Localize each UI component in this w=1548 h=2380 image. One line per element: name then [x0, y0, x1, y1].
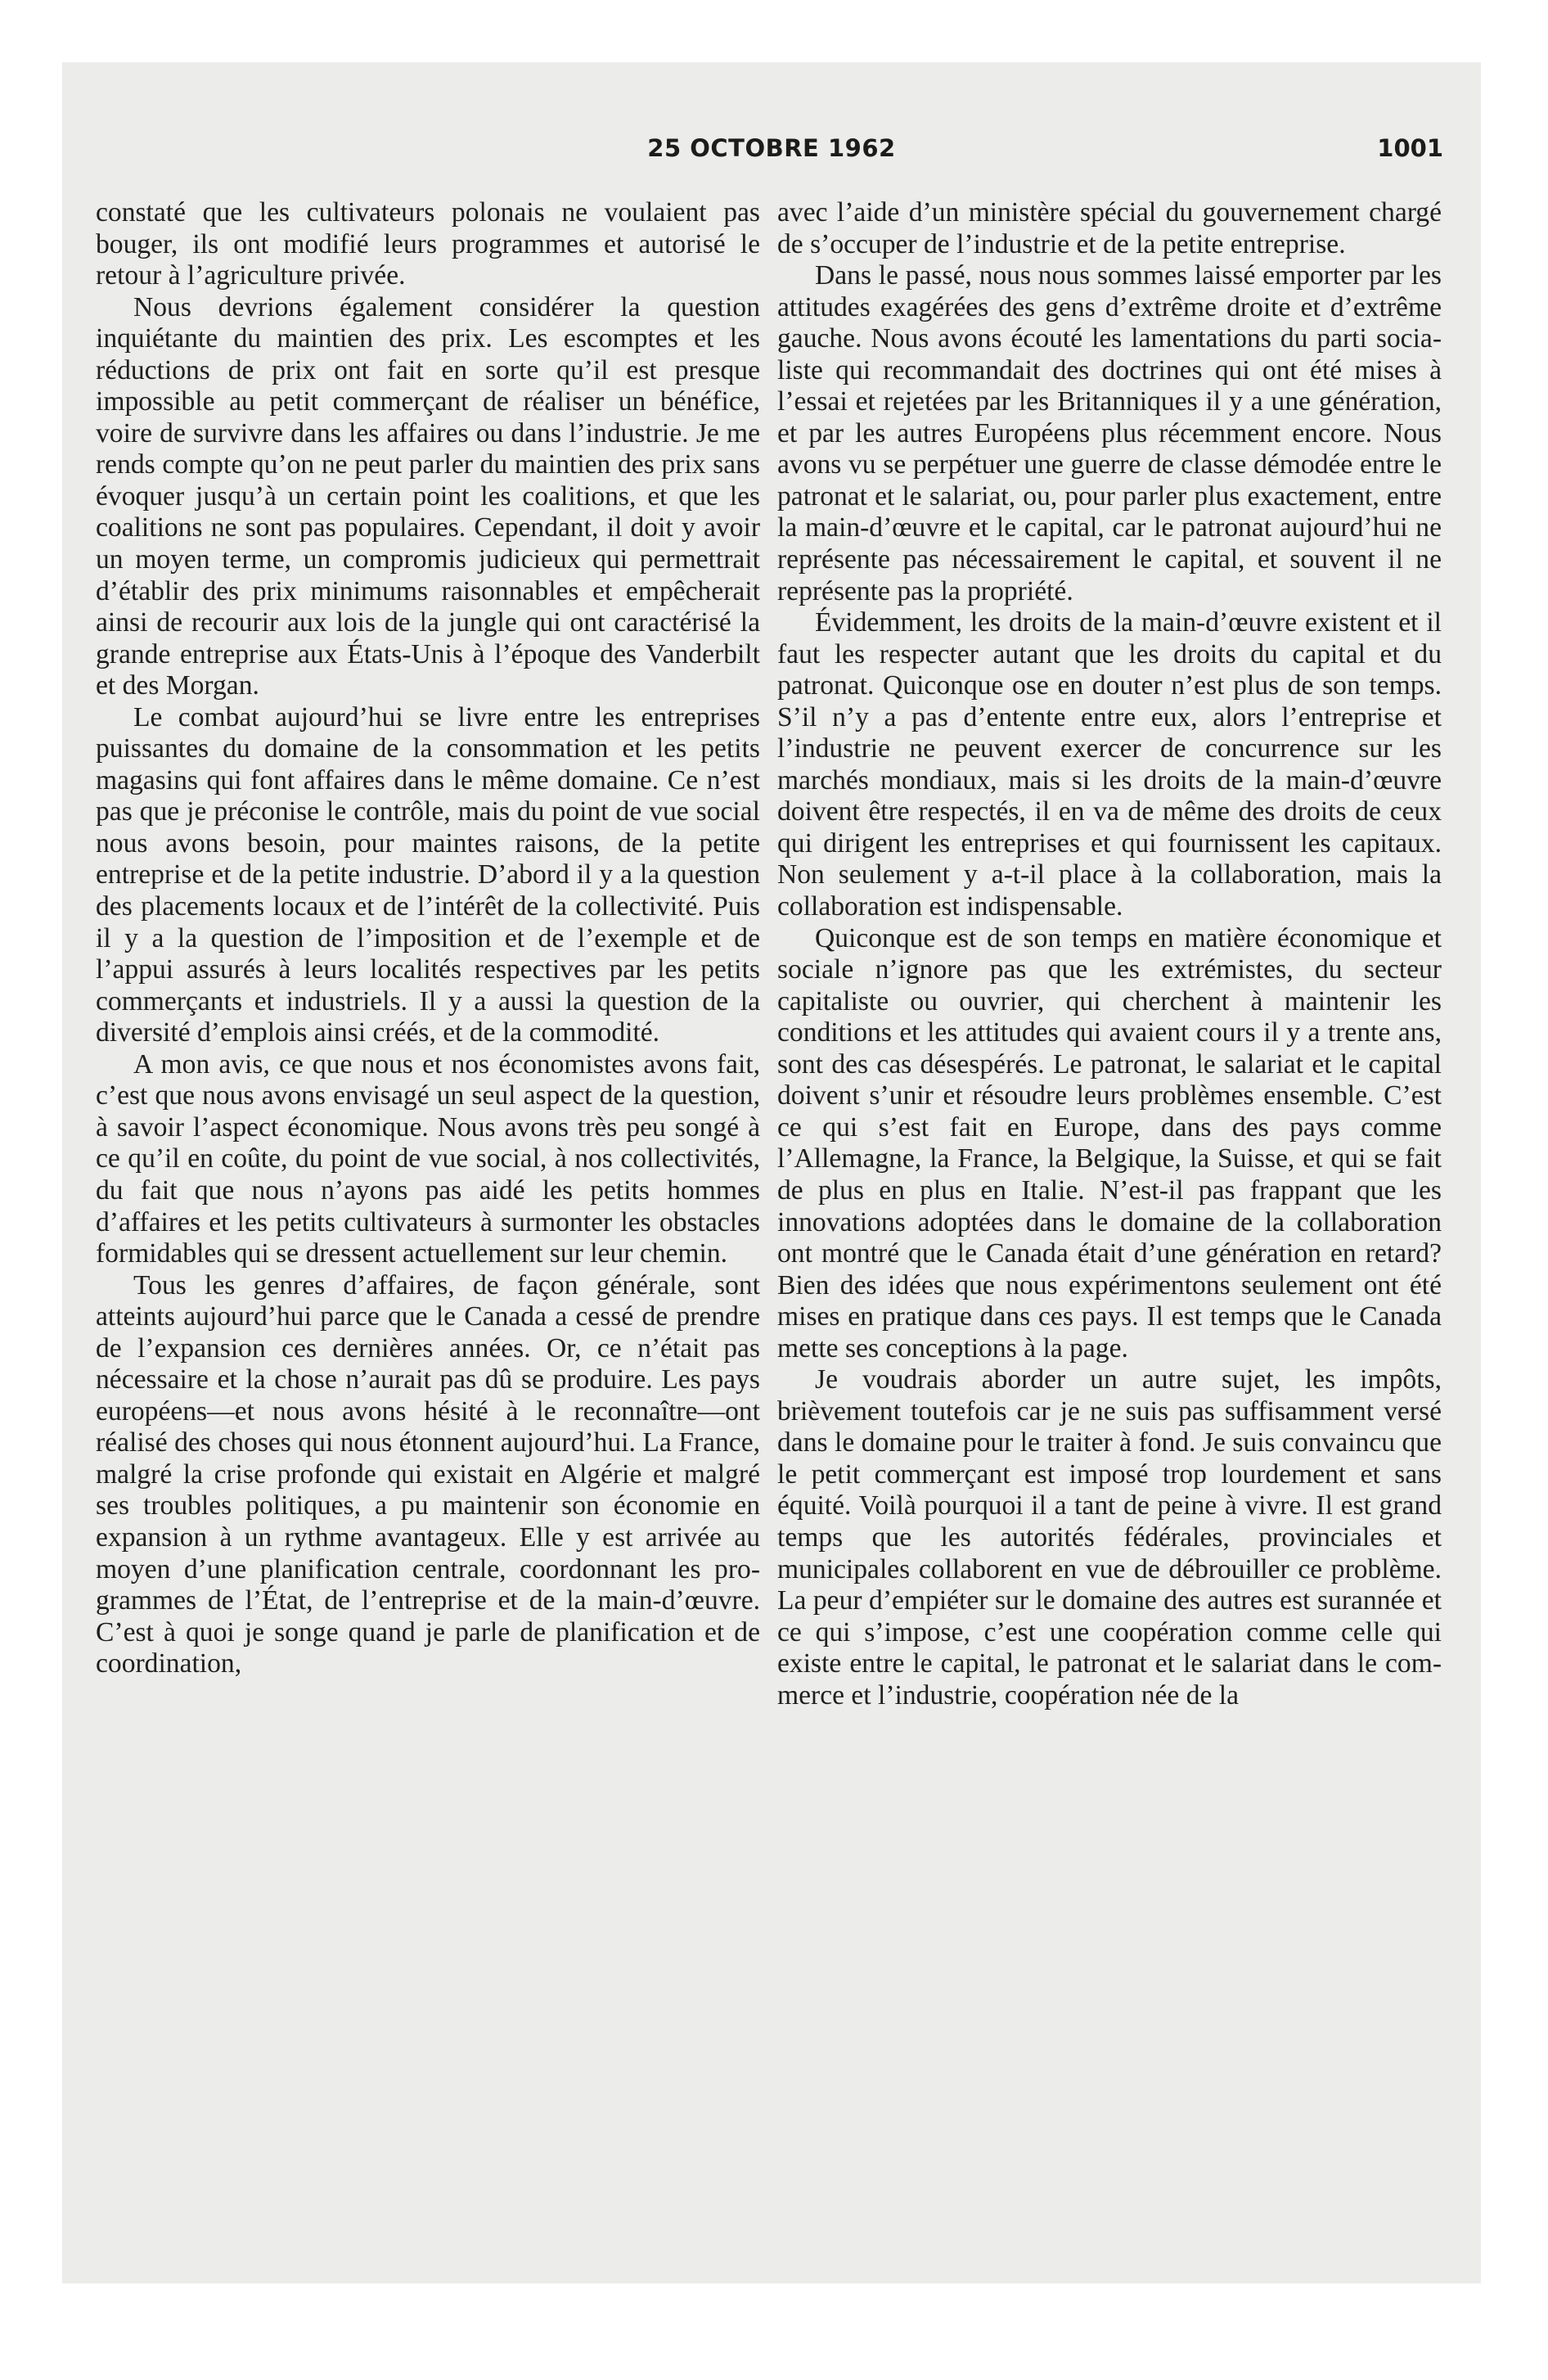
paragraph: Nous devrions également considérer la question inquiétante du maintien des prix. Les escomptes et les réductions de prix ont fait en sorte qu’il est presque impossible au petit commerçant de réaliser un bénéfice, voire de survivre dans les affaires ou dans l’industrie. Je me rends compte qu’on ne peut parler du maintien des prix sans évoquer jusqu’à un certain point les coalitions, et que les coalitions ne sont pas populaires. Cependant, il doit y avoir un moyen terme, un compromis judicieux qui permettrait d’établir des prix minimums raisonnables et empêcherait ainsi de recourir aux lois de la jungle qui ont caractérisé la grande entreprise aux États-Unis à l’époque des Vanderbilt et des Morgan.	[96, 291, 760, 701]
left-column	[96, 197, 760, 1680]
paragraph: Je voudrais aborder un autre sujet, les impôts, brièvement toutefois car je ne suis pas suffisamment versé dans le domaine pour le traiter à fond. Je suis convaincu que le petit commerçant est imposé trop lourdement et sans équité. Voilà pourquoi il a tant de peine à vivre. Il est grand temps que les autorités fédérales, provinciales et municipales collaborent en vue de débrouiller ce problème. La peur d’empiéter sur le domaine des autres est surannée et ce qui s’impose, c’est une coopération comme celle qui existe entre le capital, le patronat et le salariat dans le commerce et l’industrie, coopération née de la	[777, 1364, 1442, 1711]
paragraph: Quiconque est de son temps en matière économique et sociale n’ignore pas que les extrémistes, du secteur capitaliste ou ouvrier, qui cherchent à maintenir les conditions et les attitudes qui avaient cours il y a trente ans, sont des cas désespérés. Le patronat, le salariat et le capital doivent s’unir et résoudre leurs problèmes ensemble. C’est ce qui s’est fait en Europe, dans des pays comme l’Allemagne, la France, la Belgique, la Suisse, et qui se fait de plus en plus en Italie. N’est-il pas frappant que les innovations adoptées dans le domaine de la collaboration ont montré que le Canada était d’une génération en retard? Bien des idées que nous expérimentons seulement ont été mises en pratique dans ces pays. Il est temps que le Canada mette ses conceptions à la page.	[777, 922, 1442, 1364]
paragraph: Dans le passé, nous nous sommes laissé emporter par les attitudes exagérées des gens d’extrême droite et d’extrême gauche. Nous avons écouté les lamentations du parti socialiste qui recommandait des doctrines qui ont été mises à l’essai et rejetées par les Britanniques il y a une génération, et par les autres Européens plus récemment encore. Nous avons vu se perpétuer une guerre de classe démodée entre le patronat et le salariat, ou, pour parler plus exactement, entre la main-d’œuvre et le capital, car le patronat aujourd’hui ne représente pas nécessairement le capital, et souvent il ne représente pas la propriété.	[777, 260, 1442, 606]
paragraph: Le combat aujourd’hui se livre entre les entreprises puissantes du domaine de la consommation et les petits magasins qui font affaires dans le même domaine. Ce n’est pas que je préconise le contrôle, mais du point de vue social nous avons besoin, pour maintes raisons, de la petite entreprise et de la petite industrie. D’abord il y a la question des placements locaux et de l’intérêt de la collectivité. Puis il y a la question de l’imposition et de l’exemple et de l’appui assurés à leurs localités respectives par les petits commerçants et industriels. Il y a aussi la question de la diversité d’emplois ainsi créés, et de la commodité.	[96, 701, 760, 1048]
page-sheet	[62, 62, 1481, 2283]
paragraph: constaté que les cultivateurs polonais ne voulaient pas bouger, ils ont modifié leurs programmes et autorisé le retour à l’agriculture privée.	[96, 197, 760, 291]
paragraph: Évidemment, les droits de la main-d’œuvre existent et il faut les respecter autant que les droits du capital et du patronat. Quiconque ose en douter n’est plus de son temps. S’il n’y a pas d’entente entre eux, alors l’entreprise et l’industrie ne peuvent exercer de concurrence sur les marchés mondiaux, mais si les droits de la main-d’œuvre doivent être respectés, il en va de même des droits de ceux qui dirigent les entreprises et qui fournissent les capitaux. Non seulement y a-t-il place à la collaboration, mais la collaboration est indispensable.	[777, 607, 1442, 922]
page-header	[62, 134, 1481, 175]
paragraph: avec l’aide d’un ministère spécial du gouvernement chargé de s’occuper de l’industrie et de la petite entreprise.	[777, 197, 1442, 259]
right-column	[777, 197, 1442, 1711]
page-number: 1001	[1377, 134, 1443, 162]
paragraph: Tous les genres d’affaires, de façon générale, sont atteints aujourd’hui parce que le Canada a cessé de prendre de l’expansion ces dernières années. Or, ce n’était pas nécessaire et la chose n’aurait pas dû se produire. Les pays européens—et nous avons hésité à le reconnaître—ont réalisé des choses qui nous étonnent aujourd’hui. La France, malgré la crise profonde qui existait en Algérie et malgré ses troubles politiques, a pu maintenir son économie en expansion à un rythme avantageux. Elle y est arrivée au moyen d’une planification centrale, coordonnant les programmes de l’État, de l’entreprise et de la main-d’œuvre. C’est à quoi je songe quand je parle de planification et de coordination,	[96, 1269, 760, 1679]
paragraph: A mon avis, ce que nous et nos économistes avons fait, c’est que nous avons envisagé un seul aspect de la question, à savoir l’aspect économique. Nous avons très peu songé à ce qu’il en coûte, du point de vue social, à nos collectivités, du fait que nous n’ayons pas aidé les petits hommes d’affaires et les petits cultivateurs à surmonter les obstacles formidables qui se dressent actuellement sur leur chemin.	[96, 1048, 760, 1269]
header-date: 25 OCTOBRE 1962	[647, 134, 896, 162]
